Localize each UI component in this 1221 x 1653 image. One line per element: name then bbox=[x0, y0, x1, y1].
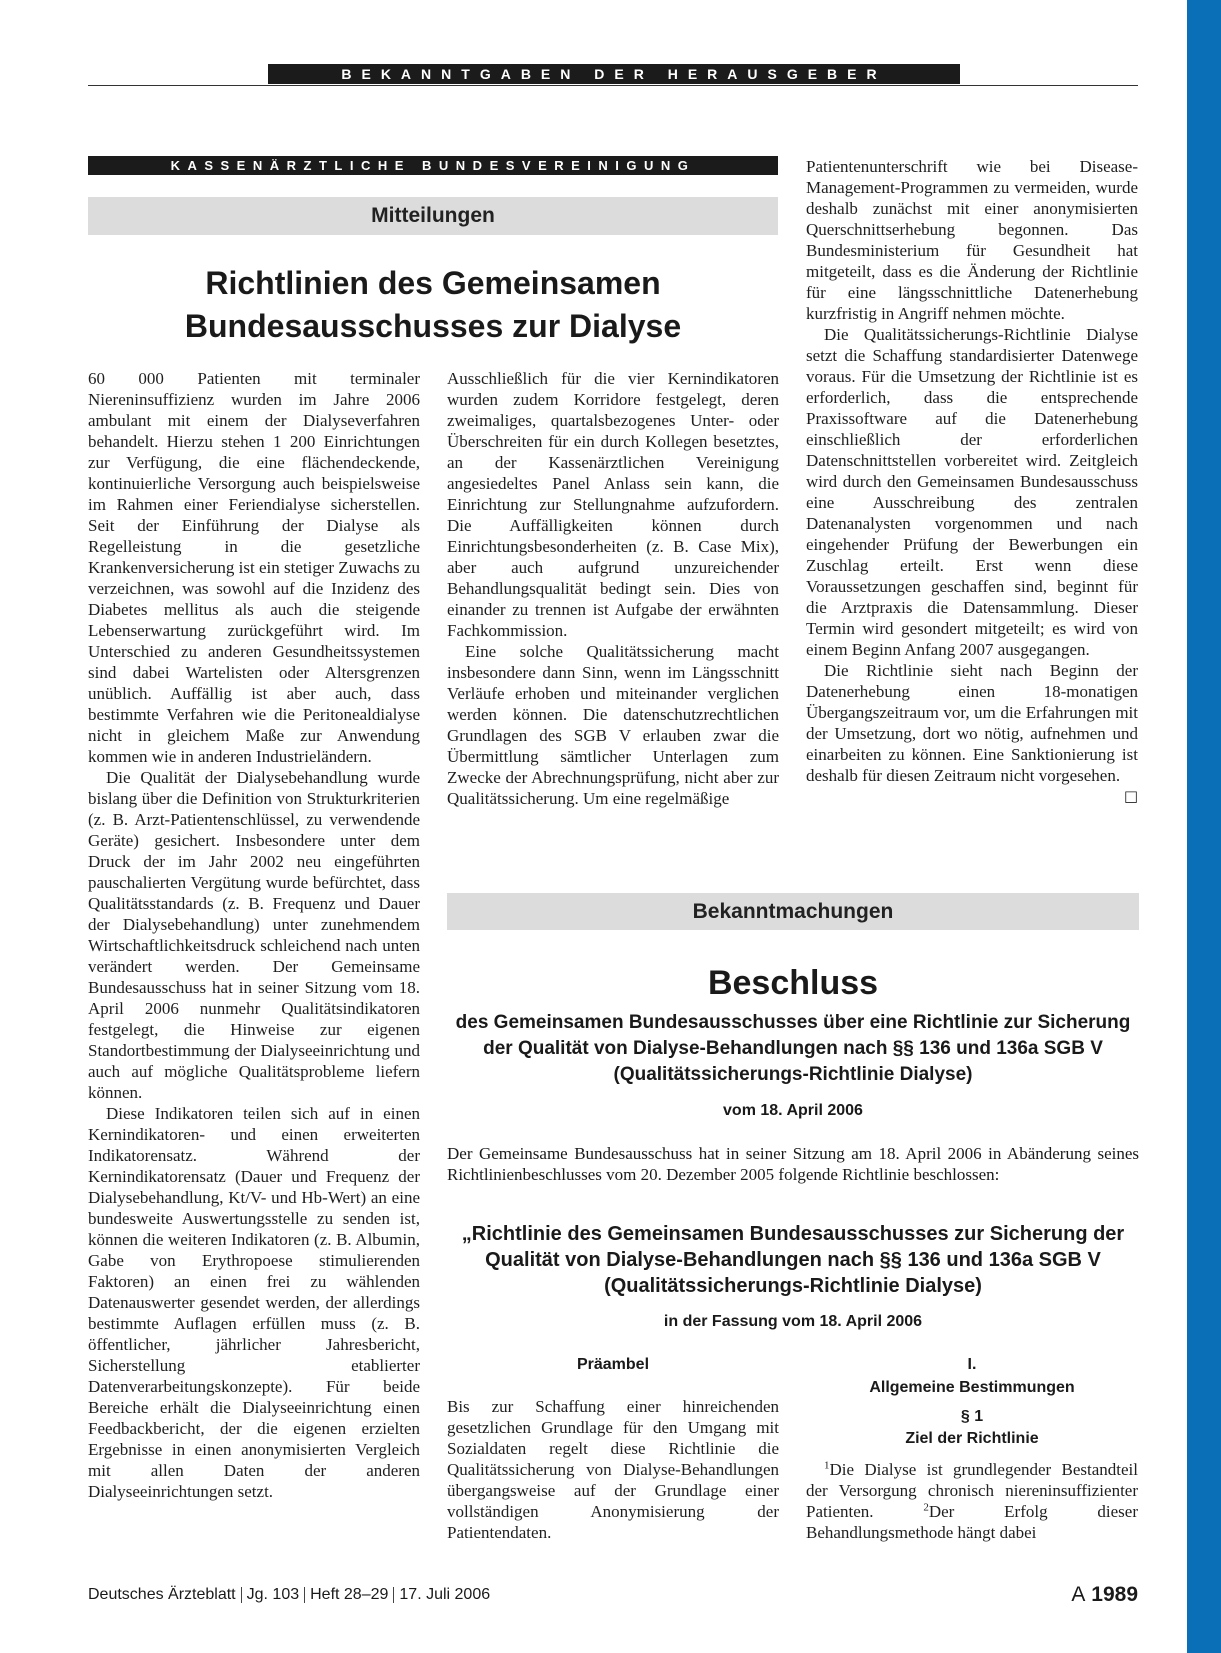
paragraph: Die Qualität der Dialysebehandlung wurde bislang über die Definition von Strukturkriterien (z. B. Arzt-Patientenschlüssel, zu verwendende Geräte) gesichert. Insbesondere unter dem Druck der im Jahr 2002 neu eingeführten pauschalierten Vergütung wurde befürchtet, dass Qualitätsstandards (z. B. Frequenz und Dauer der Dialysebehandlung) unter zunehmendem Wirtschaftlichkeitsdruck schleichend nach unten verändert werden. Der Gemeinsame Bundesausschuss hat in seiner Sitzung vom 18. April 2006 nunmehr Qualitätsindikatoren festgelegt, die Hinweise zur eigenen Standortbestimmung der Dialyseeinrichtung und auch auf mögliche Qualitätsprobleme liefern können. bbox=[88, 768, 420, 1102]
paragraph-text: Die Richtlinie sieht nach Beginn der Datenerhebung einen 18-monatigen Übergangszeitraum vor, um die Erfahrungen mit der Umsetzung, dort wo nötig, aufnehmen und einarbeiten zu können. Eine Sanktionierung ist deshalb für diesen Zeitraum nicht vorgesehen. bbox=[806, 661, 1138, 785]
article-title-line2: Bundesausschusses zur Dialyse bbox=[184, 308, 682, 344]
paragraph: Ausschließlich für die vier Kernindikatoren wurden zudem Korridore festgelegt, deren zweimaliges, quartalsbezogenes Unter- oder Überschreiten für ein durch Kollegen besetztes, an der Kassenärztlichen Vereinigung angesiedeltes Panel Anlass sein kann, die Einrichtung zur Stellungnahme aufzufordern. Die Auffälligkeiten können durch Einrichtungsbesonderheiten (z. B. Case Mix), aber auch aufgrund unzureichender Behandlungsqualität bedingt sein. Dies von einander zu trennen ist Aufgabe der erwähnten Fachkommission. bbox=[447, 369, 779, 640]
beschluss-date: vom 18. April 2006 bbox=[723, 1102, 863, 1119]
article-column-1 bbox=[88, 368, 420, 1502]
issue: Heft 28–29 bbox=[310, 1586, 389, 1603]
divider bbox=[304, 1587, 305, 1603]
paragraph-number: § 1 bbox=[960, 1408, 984, 1425]
paragraph: Eine solche Qualitätssicherung macht insbesondere dann Sinn, wenn im Längsschnitt Verläufe erhoben und miteinander verglichen werden können. Die datenschutzrechtlichen Grundlagen des SGB V erlauben zwar die Übermittlung sämtlicher Unterlagen zum Zwecke der Abrechnungsprüfung, nicht aber zur Qualitätssicherung. Um eine regelmäßige bbox=[447, 642, 779, 808]
volume: Jg. 103 bbox=[246, 1586, 300, 1603]
mitteilungen-heading: Mitteilungen bbox=[88, 197, 778, 235]
paragraph bbox=[806, 660, 1138, 805]
sentence-number: 2 bbox=[923, 1501, 929, 1514]
paragraph: 60 000 Patienten mit terminaler Niereninsuffizienz wurden im Jahre 2006 ambulant mit einem der Dialyseverfahren behandelt. Hierzu stehen 1 200 Einrichtungen zur Verfügung, die eine flächendeckende, kontinuierliche Versorgung auch beispielsweise im Rahmen einer Feriendialyse sicherstellen. Seit der Einführung der Dialyse als Regelleistung in die gesetzliche Krankenversicherung ist ein stetiger Zuwachs zu verzeichnen, was sowohl auf die Inzidenz des Diabetes mellitus als auch die steigende Lebenserwartung zurückgeführt wird. Im Unterschied zu anderen Gesundheitssystemen sind dabei Wartelisten oder Altersgrenzen unüblich. Auffällig ist aber auch, dass bestimmte Verfahren wie die Peritonealdialyse nicht in gleichem Maße zur Anwendung kommen wie in anderen Industrieländern. bbox=[88, 369, 420, 766]
praeambel-heading: Präambel bbox=[576, 1356, 650, 1373]
ziel-text bbox=[806, 1459, 1138, 1543]
divider bbox=[241, 1587, 242, 1603]
paragraph: Diese Indikatoren teilen sich auf in einen Kernindikatoren- und einen erweiterten Indikatorensatz. Während der Kernindikatorensatz (Dauer und Frequenz der Dialysebehandlung, Kt/V- und Hb-Wert) an eine bundesweite Auswertungsstelle zu senden ist, können die weiteren Indikatoren (z. B. Albumin, Gabe von Erythropoese stimulierenden Faktoren) an einen frei zu wählenden Datenauswerter gesendet werden, der allerdings bestimmte Auflagen erfüllen muss (z. B. öffentlicher, jährlicher Jahresbericht, Sicherstellung etablierter Datenverarbeitungskonzepte). Für beide Bereiche erhält die Dialyseeinrichtung einen Feedbackbericht, der die eigenen erzielten Ergebnisse in einen anonymisierten Vergleich mit allen Daten der anderen Dialyseeinrichtungen setzt. bbox=[88, 1104, 420, 1501]
richtlinie-date: in der Fassung vom 18. April 2006 bbox=[663, 1313, 923, 1330]
bekanntmachungen-heading: Bekanntmachungen bbox=[447, 893, 1139, 930]
article-column-3 bbox=[806, 156, 1138, 807]
article-title-line1: Richtlinien des Gemeinsamen bbox=[205, 265, 661, 301]
sentence: Der Erfolg dieser Behandlungsmethode hängt dabei bbox=[806, 1502, 1138, 1542]
beschluss-title: Beschluss bbox=[707, 964, 879, 1002]
issue-date: 17. Juli 2006 bbox=[399, 1586, 491, 1603]
praeambel-text bbox=[447, 1396, 779, 1543]
beschluss-subtitle: des Gemeinsamen Bundesausschusses über eine Richtlinie zur Sicherung der Qualität von Dialyse-Behandlungen nach §§ 136 und 136a SGB V (Qualitätssicherungs-Richtlinie Dialyse) bbox=[455, 1012, 1131, 1085]
paragraph: Die Qualitätssicherungs-Richtlinie Dialyse setzt die Schaffung standardisierter Datenwege voraus. Für die Umsetzung der Richtlinie ist es erforderlich, dass die entsprechende Praxissoftware auf die Datenerhebung einschließlich der erforderlichen Datenschnittstellen vorbereitet wird. Zeitgleich wird durch den Gemeinsamen Bundesausschuss eine Ausschreibung des zentralen Datenanalysten vorgenommen und nach eingehender Prüfung der Bewerbungen ein Zuschlag erteilt. Erst wenn diese Voraussetzungen geschaffen sind, beginnt für die Arztpraxis die Datensammlung. Dieser Termin wird gesondert mitgeteilt; es wird von einem Beginn Anfang 2007 ausgegangen. bbox=[806, 325, 1138, 659]
section-title: Allgemeine Bestimmungen bbox=[869, 1379, 1075, 1396]
section-number: I. bbox=[967, 1356, 977, 1373]
side-accent-bar bbox=[1187, 0, 1221, 1653]
page-number bbox=[1071, 1583, 1138, 1607]
end-mark-icon: □ bbox=[1123, 787, 1138, 805]
paragraph: Patientenunterschrift wie bei Disease-Management-Programmen zu vermeiden, wurde deshalb zunächst mit einer anonymisierten Querschnittserhebung begonnen. Das Bundesministerium für Gesundheit hat mitgeteilt, dass es die Änderung der Richtlinie für eine längsschnittliche Datenerhebung kurzfristig in Angriff nehmen möchte. bbox=[806, 157, 1138, 323]
page-prefix: A bbox=[1071, 1583, 1086, 1606]
paragraph bbox=[806, 1459, 1138, 1543]
header-rule bbox=[88, 85, 1138, 86]
divider bbox=[393, 1587, 394, 1603]
sentence-number: 1 bbox=[824, 1459, 830, 1472]
page-footer bbox=[88, 1583, 1138, 1607]
section-banner: BEKANNTGABEN DER HERAUSGEBER bbox=[268, 64, 960, 84]
article-column-2 bbox=[447, 368, 779, 809]
richtlinie-title: „Richtlinie des Gemeinsamen Bundesausschusses zur Sicherung der Qualität von Dialyse-Behandlungen nach §§ 136 und 136a SGB V (Qualitätssicherungs-Richtlinie Dialyse) bbox=[461, 1223, 1125, 1297]
article-title bbox=[88, 262, 778, 348]
journal-name: Deutsches Ärzteblatt bbox=[88, 1586, 236, 1603]
beschluss-intro: Der Gemeinsame Bundesausschuss hat in seiner Sitzung am 18. April 2006 in Abänderung seines Richtlinienbeschlusses vom 20. Dezember 2005 folgende Richtlinie beschlossen: bbox=[447, 1144, 1139, 1184]
paragraph-title: Ziel der Richtlinie bbox=[905, 1430, 1039, 1447]
page-number-value: 1989 bbox=[1091, 1583, 1138, 1606]
kbv-banner: KASSENÄRZTLICHE BUNDESVEREINIGUNG bbox=[88, 156, 778, 175]
sentence: Die Dialyse ist grundlegender Bestandteil der Versorgung chronisch niereninsuffizienter Patienten. bbox=[806, 1460, 1138, 1521]
paragraph: Bis zur Schaffung einer hinreichenden gesetzlichen Grundlage für den Umgang mit Sozialdaten regelt diese Richtlinie die Qualitätssicherung von Dialyse-Behandlungen übergangsweise auf der Grundlage einer vollständigen Anonymisierung der Patientendaten. bbox=[447, 1397, 779, 1542]
